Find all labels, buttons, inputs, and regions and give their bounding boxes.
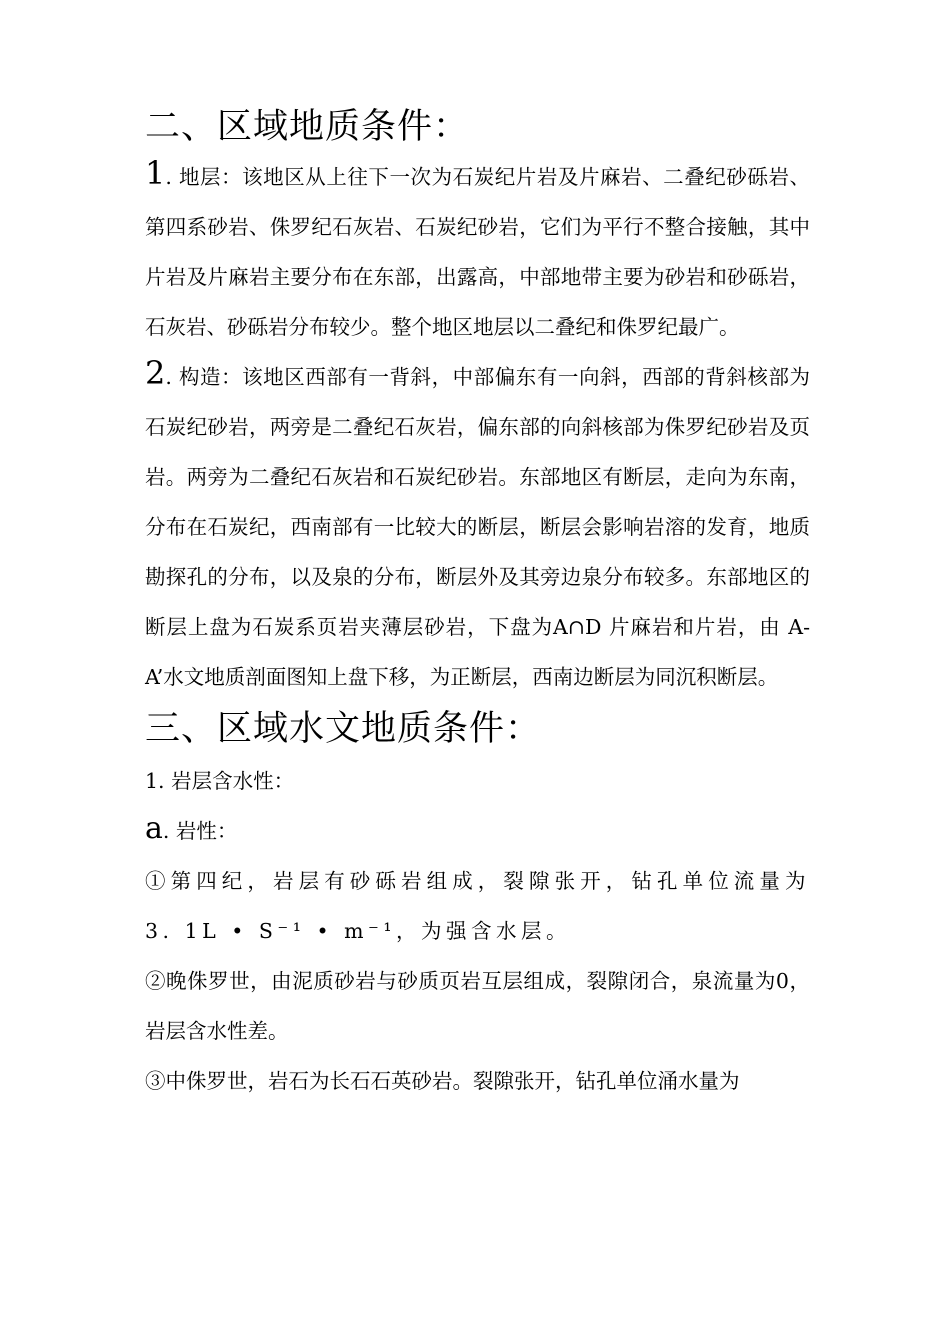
subheading-lithology	[145, 806, 810, 856]
paragraph-strata	[145, 152, 810, 352]
item-number: 1	[145, 154, 166, 192]
item-number: 2	[145, 354, 166, 392]
paragraph-text: . 构造：该地区西部有一背斜，中部偏东有一向斜，西部的背斜核部为石炭纪砂岩，两旁是二叠纪石灰岩，偏东部的向斜核部为侏罗纪砂岩及页岩。两旁为二叠纪石灰岩和石炭纪砂岩。东部地区有断层，走向为东南，分布在石炭纪，西南部有一比较大的断层，断层会影响岩溶的发育，地质勘探孔的分布，以及泉的分布，断层外及其旁边泉分布较多。东部地区的断层上盘为石炭系页岩夹薄层砂岩，下盘为A∩D 片麻岩和片岩，由 A-A’水文地质剖面图知上盘下移，为正断层，西南边断层为同沉积断层。	[145, 365, 810, 689]
paragraph-late-jurassic: ②晚侏罗世，由泥质砂岩与砂质页岩互层组成，裂隙闭合，泉流量为0，岩层含水性差。	[145, 969, 810, 1043]
subheading-text: . 岩性：	[162, 819, 238, 843]
paragraph-quaternary: ①第四纪，岩层有砂砾岩组成，裂隙张开，钻孔单位流量为3. 1L • S⁻¹ • m⁻¹，为强含水层。	[145, 869, 810, 943]
section-heading-regional-hydrogeology: 三、区域水文地质条件：	[145, 709, 542, 749]
paragraph-text: . 地层：该地区从上往下一次为石炭纪片岩及片麻岩、二叠纪砂砾岩、第四系砂岩、侏罗纪石灰岩、石炭纪砂岩，它们为平行不整合接触，其中片岩及片麻岩主要分布在东部，出露高，中部地带主要为砂岩和砂砾岩，石灰岩、砂砾岩分布较少。整个地区地层以二叠纪和侏罗纪最广。	[145, 165, 810, 339]
paragraph-structure	[145, 352, 810, 702]
paragraph-middle-jurassic: ③中侏罗世，岩石为长石石英砂岩。裂隙张开，钻孔单位涌水量为	[145, 1069, 740, 1093]
subheading-water-bearing: 1. 岩层含水性：	[145, 769, 295, 793]
document-body	[145, 100, 810, 1106]
section-heading-regional-geology: 二、区域地质条件：	[145, 107, 470, 147]
item-letter: a	[145, 811, 163, 846]
